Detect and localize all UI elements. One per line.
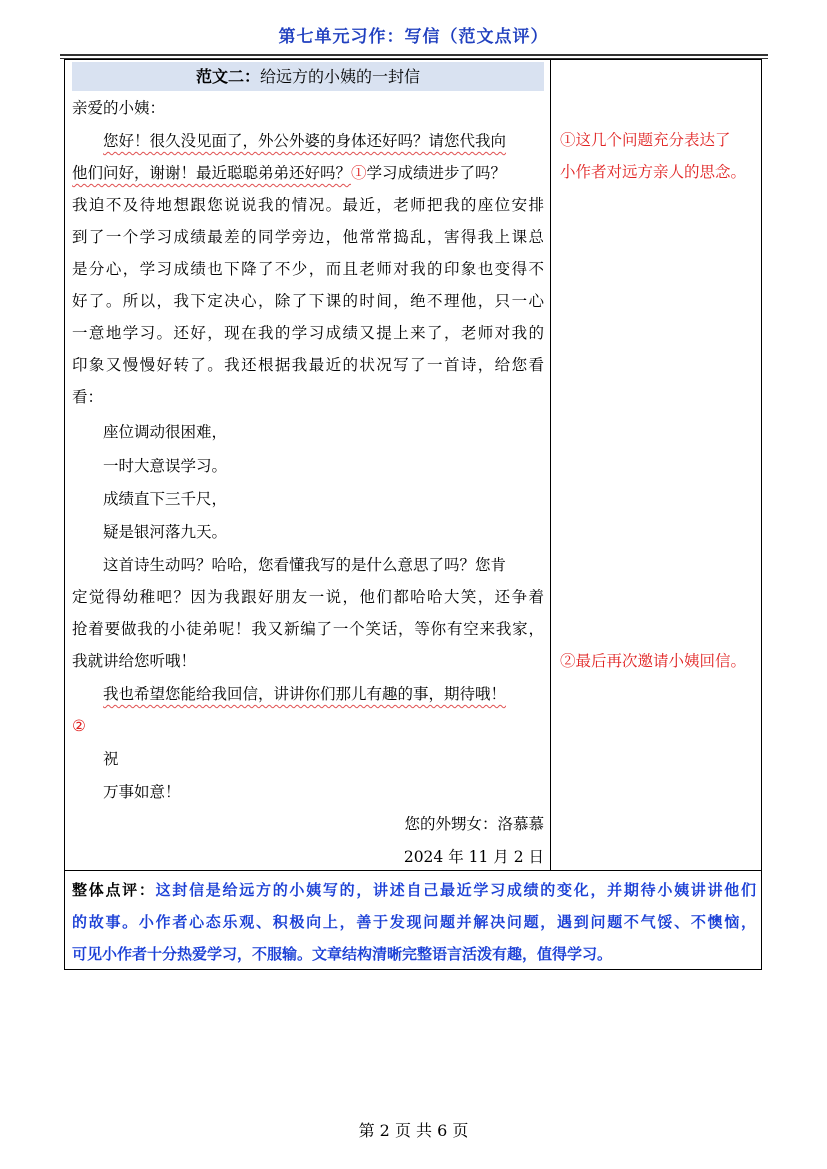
letter-line: 定觉得幼稚吧？因为我跟好朋友一说，他们都哈哈大笑，还争着 xyxy=(72,588,544,606)
essay-subtitle xyxy=(72,62,544,91)
poem-line: 一时大意误学习。 xyxy=(103,457,228,475)
poem-line: 座位调动很困难， xyxy=(103,423,228,441)
letter-line: 我就讲给您听哦！ xyxy=(72,652,197,670)
letter-line: 一意地学习。还好，现在我的学习成绩又提上来了，老师对我的 xyxy=(72,324,544,342)
letter-line: 他们问好，谢谢！最近聪聪弟弟还好吗？①学习成绩进步了吗？ xyxy=(72,164,507,182)
overall-review xyxy=(72,874,756,970)
signature: 您的外甥女：洛慕慕 xyxy=(404,815,544,833)
letter-line: 是分心，学习成绩也下降了不少，而且老师对我的印象也变得不 xyxy=(72,260,544,278)
header-rule xyxy=(60,54,768,56)
overall-review-line: 整体点评：这封信是给远方的小姨写的，讲述自己最近学习成绩的变化，并期待小姨讲讲他们 xyxy=(72,881,756,899)
column-divider xyxy=(550,59,551,870)
overall-review-label: 整体点评： xyxy=(72,881,156,899)
date: 2024 年 11 月 2 日 xyxy=(403,848,544,866)
closing-blessing: 万事如意！ xyxy=(103,783,181,801)
letter-line: 这首诗生动吗？哈哈，您看懂我写的是什么意思了吗？您肯 xyxy=(103,556,507,574)
salutation: 亲爱的小姨： xyxy=(72,99,166,117)
page-number: 第 2 页 共 6 页 xyxy=(358,1121,469,1140)
page-header-title: 第七单元习作：写信（范文点评） xyxy=(278,27,549,47)
subtitle-text: 给远方的小姨的一封信 xyxy=(260,67,421,86)
comment-1 xyxy=(560,124,755,188)
annotation-mark-1: ① xyxy=(351,164,367,182)
letter-line: 您好！很久没见面了，外公外婆的身体还好吗？请您代我向 xyxy=(103,132,507,150)
comment-1-line: 小作者对远方亲人的思念。 xyxy=(560,163,747,181)
closing-wish: 祝 xyxy=(103,750,119,768)
letter-line: 我迫不及待地想跟您说说我的情况。最近，老师把我的座位安排 xyxy=(72,196,544,214)
overall-review-line: 的故事。小作者心态乐观、积极向上，善于发现问题并解决问题，遇到问题不气馁、不懊恼， xyxy=(72,913,756,931)
poem-line: 疑是银河落九天。 xyxy=(103,523,228,541)
overall-review-line: 可见小作者十分热爱学习，不服输。文章结构清晰完整语言活泼有趣，值得学习。 xyxy=(72,945,613,963)
letter-line: 我也希望您能给我回信，讲讲你们那儿有趣的事，期待哦！ xyxy=(103,685,507,703)
comment-1-line: ①这几个问题充分表达了 xyxy=(560,131,731,149)
letter-line: 抢着要做我的小徒弟呢！我又新编了一个笑话，等你有空来我家， xyxy=(72,620,544,638)
poem-line: 成绩直下三千尺， xyxy=(103,490,228,508)
letter-line: 印象又慢慢好转了。我还根据我最近的状况写了一首诗，给您看 xyxy=(72,356,544,374)
annotation-mark-2: ② xyxy=(72,717,86,735)
subtitle-label: 范文二： xyxy=(195,67,260,86)
comment-2: ②最后再次邀请小姨回信。 xyxy=(560,652,747,670)
letter-line: 好了。所以，我下定决心，除了下课的时间，绝不理他，只一心 xyxy=(72,292,544,310)
letter-line: 看： xyxy=(72,388,104,406)
letter-line: 到了一个学习成绩最差的同学旁边，他常常捣乱，害得我上课总 xyxy=(72,228,544,246)
